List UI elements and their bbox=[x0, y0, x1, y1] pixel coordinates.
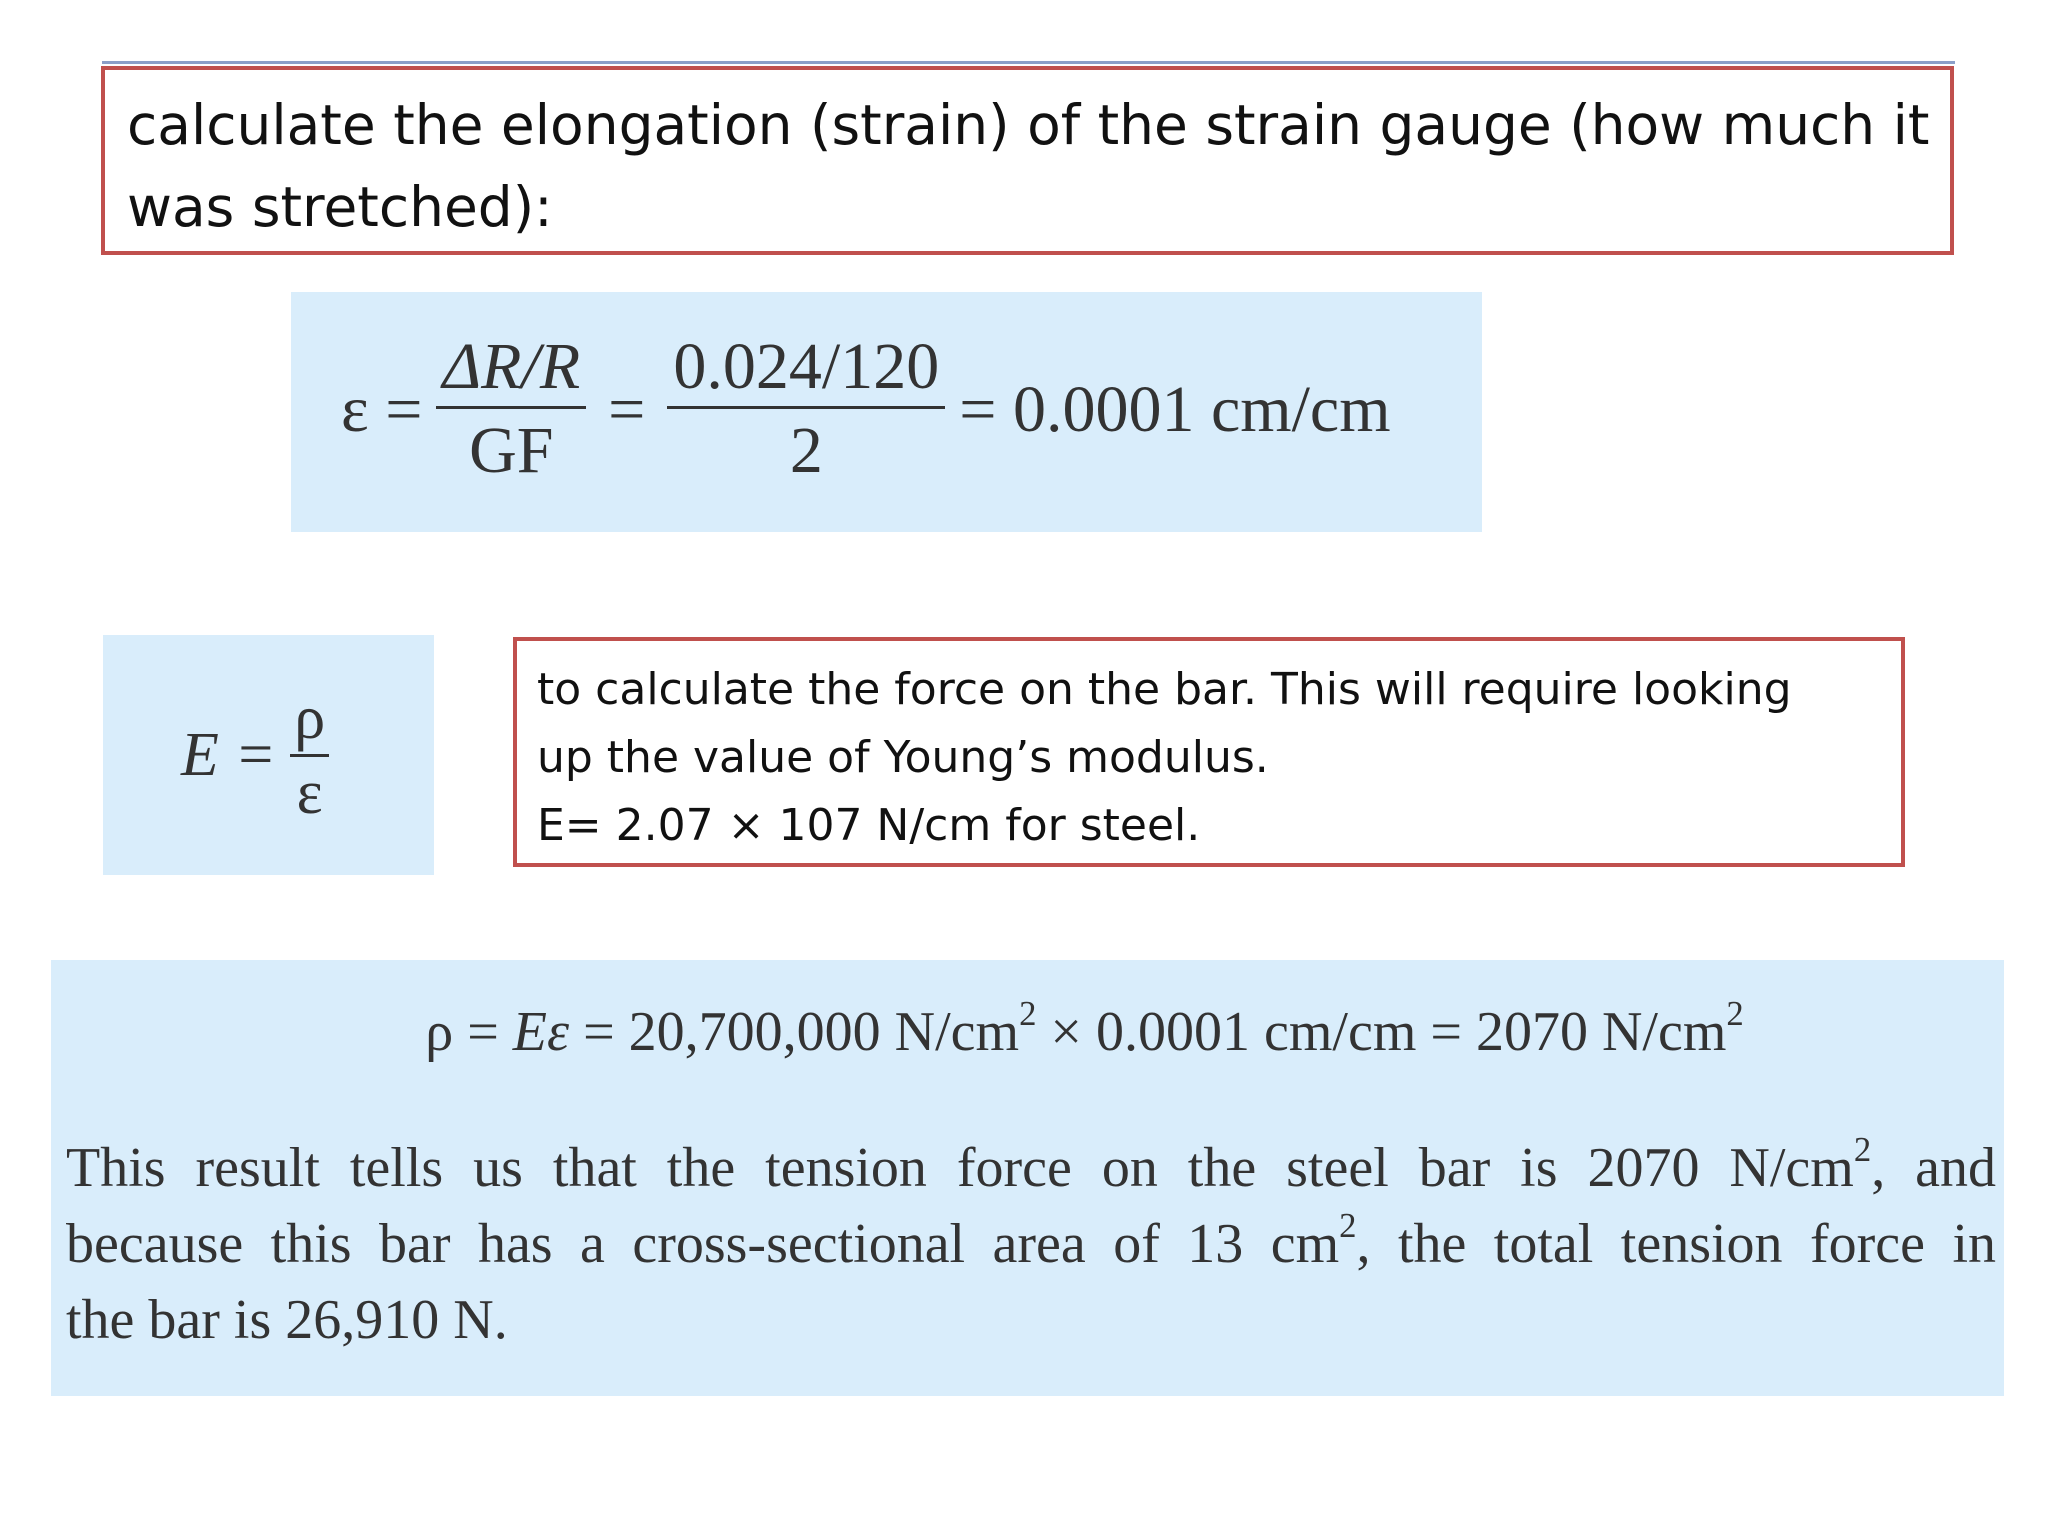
strain-result: = 0.0001 cm/cm bbox=[959, 373, 1391, 446]
stress-eq-part-2: = 20,700,000 N/cm bbox=[569, 1001, 1020, 1063]
youngs-modulus-equation-box bbox=[103, 635, 434, 875]
result-line-2-sup: 2 bbox=[1339, 1206, 1357, 1246]
strain-fraction-1-numerator: ΔR/R bbox=[442, 329, 581, 403]
result-line-3: the bar is 26,910 N. bbox=[66, 1289, 508, 1351]
youngs-fraction bbox=[290, 684, 329, 827]
youngs-numerator: ρ bbox=[294, 683, 326, 752]
stress-eq-part-1: ρ = bbox=[425, 1001, 513, 1063]
result-line-1-a: This result tells us that the tension force on the steel bar is 2070 N/cm bbox=[66, 1137, 1854, 1199]
stress-eq-sup-1: 2 bbox=[1019, 994, 1037, 1034]
stress-eq-sup-2: 2 bbox=[1726, 994, 1744, 1034]
youngs-lhs: E = bbox=[181, 720, 277, 789]
stress-result-paragraph bbox=[66, 1130, 1996, 1358]
stress-eq-e-eps: Eε bbox=[512, 1001, 570, 1063]
youngs-modulus-equation bbox=[181, 660, 343, 850]
fraction-bar bbox=[436, 406, 586, 409]
stress-result-box bbox=[51, 960, 2004, 1396]
note-line-2: up the value of Young’s modulus. bbox=[537, 732, 1269, 783]
title-box bbox=[101, 66, 1954, 255]
strain-equation-box bbox=[291, 292, 1482, 532]
strain-fraction-2-numerator: 0.024/120 bbox=[673, 329, 940, 403]
result-line-2-b: , the total tension force in bbox=[1356, 1213, 1996, 1275]
result-line-2 bbox=[66, 1206, 1996, 1282]
title-line-1: calculate the elongation (strain) of the strain gauge (how much it bbox=[127, 93, 1930, 157]
result-line-1-b: , and bbox=[1871, 1137, 1996, 1199]
stress-eq-part-3: × 0.0001 cm/cm = 2070 N/cm bbox=[1036, 1001, 1727, 1063]
fraction-bar bbox=[667, 406, 945, 409]
result-line-2-a: because this bar has a cross-sectional area of 13 cm bbox=[66, 1213, 1340, 1275]
strain-fraction-2-denominator: 2 bbox=[789, 413, 823, 487]
note-line-3: E= 2.07 × 107 N/cm for steel. bbox=[537, 800, 1201, 851]
result-line-1-sup: 2 bbox=[1853, 1130, 1872, 1170]
strain-equation bbox=[341, 310, 1391, 510]
stress-equation bbox=[51, 994, 2004, 1064]
strain-equals: = bbox=[608, 373, 646, 446]
strain-fraction-1-denominator: GF bbox=[469, 413, 554, 487]
strain-fraction-2 bbox=[667, 330, 945, 491]
strain-fraction-1 bbox=[436, 330, 586, 491]
title-line-2: was stretched): bbox=[127, 175, 553, 239]
title-top-rule bbox=[102, 61, 1955, 64]
youngs-denominator: ε bbox=[296, 758, 323, 827]
youngs-modulus-note-box bbox=[513, 637, 1905, 867]
strain-lhs: ε = bbox=[341, 373, 423, 446]
fraction-bar bbox=[290, 754, 329, 757]
result-line-1 bbox=[66, 1130, 1996, 1206]
note-line-1: to calculate the force on the bar. This will require looking bbox=[537, 664, 1792, 715]
